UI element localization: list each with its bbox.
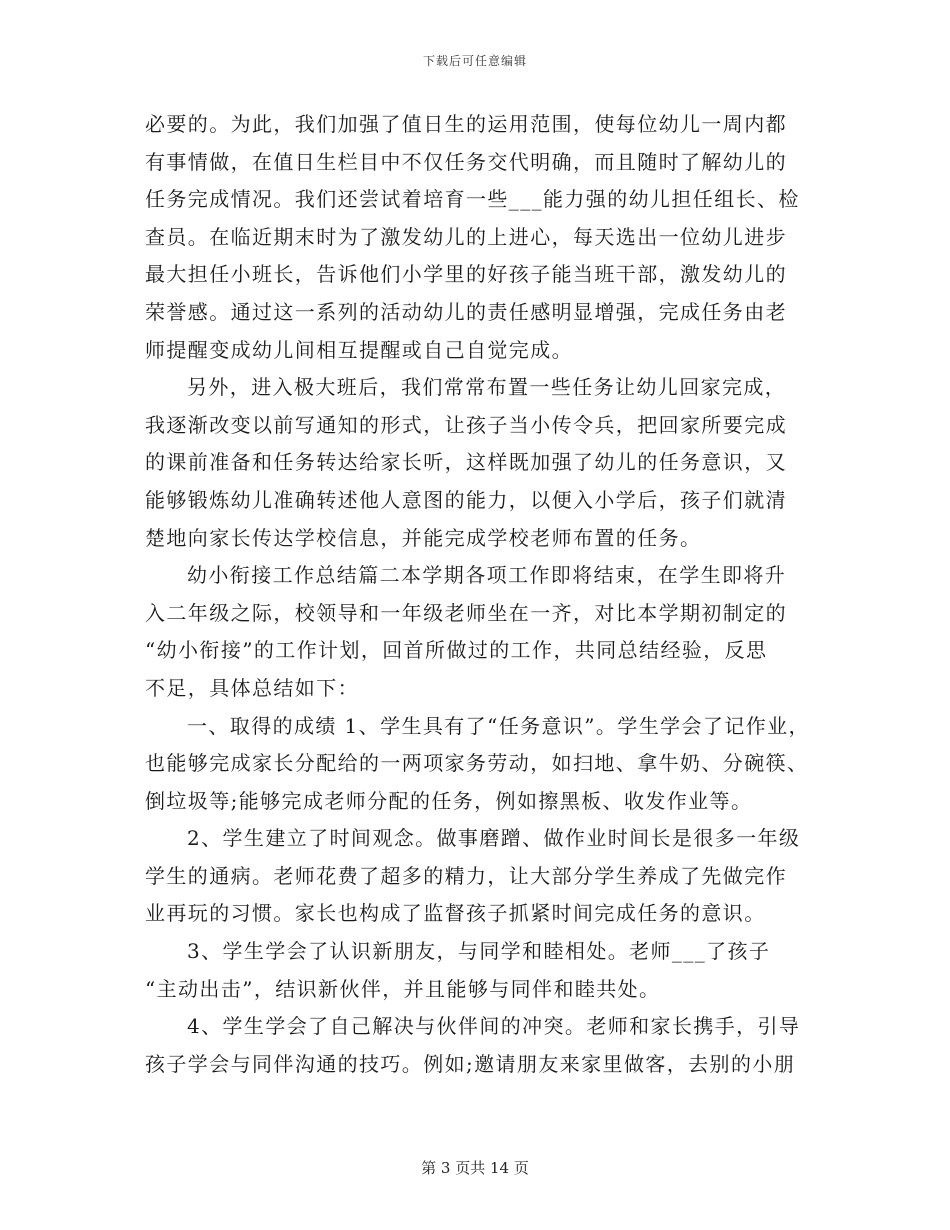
text-line: 倒垃圾等;能够完成老师分配的任务，例如擦黑板、收发作业等。 <box>145 788 753 813</box>
document-body <box>145 106 810 1083</box>
text-line: 荣誉感。通过这一系列的活动幼儿的责任感明显增强，完成任务由老 <box>145 299 787 324</box>
paragraph-start-line: 4、学生学会了自己解决与伙伴间的冲突。老师和家长携手，引导 <box>187 1014 801 1039</box>
paragraph-start-line: 2、学生建立了时间观念。做事磨蹭、做作业时间长是很多一年级 <box>187 826 801 851</box>
text-line: 任务完成情况。我们还尝试着培育一些___能力强的幼儿担任组长、检 <box>145 187 800 212</box>
text-line: 能够锻炼幼儿准确转述他人意图的能力，以便入小学后，孩子们就清 <box>145 487 787 512</box>
text-line: 最大担任小班长，告诉他们小学里的好孩子能当班干部，激发幼儿的 <box>145 262 787 287</box>
text-line: 孩子学会与同伴沟通的技巧。例如;邀请朋友来家里做客，去别的小朋 <box>145 1051 796 1076</box>
text-line: 有事情做，在值日生栏目中不仅任务交代明确，而且随时了解幼儿的 <box>145 149 787 174</box>
paragraph-start-line: 另外，进入极大班后，我们常常布置一些任务让幼儿回家完成， <box>187 375 787 400</box>
text-line: 业再玩的习惯。家长也构成了监督孩子抓紧时间完成任务的意识。 <box>145 901 766 926</box>
paragraph-start-line: 3、学生学会了认识新朋友，与同学和睦相处。老师___了孩子 <box>187 939 771 964</box>
text-line: 我逐渐改变以前写通知的形式，让孩子当小传令兵，把回家所要完成 <box>145 412 787 437</box>
text-line: 楚地向家长传达学校信息，并能完成学校老师布置的任务。 <box>145 525 702 550</box>
text-line: 学生的通病。老师花费了超多的精力，让大部分学生养成了先做完作 <box>145 863 787 888</box>
text-line: 的课前准备和任务转达给家长听，这样既加强了幼儿的任务意识，又 <box>145 450 787 475</box>
page-header: 下载后可任意编辑 <box>422 54 527 68</box>
paragraph-start-line: 一、取得的成绩 1、学生具有了“任务意识”。学生学会了记作业， <box>187 713 810 738</box>
text-line: “主动出击”，结识新伙伴，并且能够与同伴和睦共处。 <box>145 976 661 1001</box>
text-line: 必要的。为此，我们加强了值日生的运用范围，使每位幼儿一周内都 <box>145 112 787 136</box>
page-number-footer: 第 3 页共 14 页 <box>421 1159 529 1177</box>
text-line: “幼小衔接”的工作计划，回首所做过的工作，共同总结经验，反思 <box>145 638 768 663</box>
text-line: 不足，具体总结如下： <box>145 675 359 700</box>
text-line: 也能够完成家长分配给的一两项家务劳动，如扫地、拿牛奶、分碗筷、 <box>145 751 809 776</box>
text-line: 查员。在临近期末时为了激发幼儿的上进心，每天选出一位幼儿进步 <box>145 224 787 249</box>
text-line: 入二年级之际，校领导和一年级老师坐在一齐，对比本学期初制定的 <box>145 600 787 625</box>
paragraph-start-line: 幼小衔接工作总结篇二本学期各项工作即将结束，在学生即将升 <box>187 563 787 588</box>
text-line: 师提醒变成幼儿间相互提醒或自己自觉完成。 <box>145 337 573 362</box>
